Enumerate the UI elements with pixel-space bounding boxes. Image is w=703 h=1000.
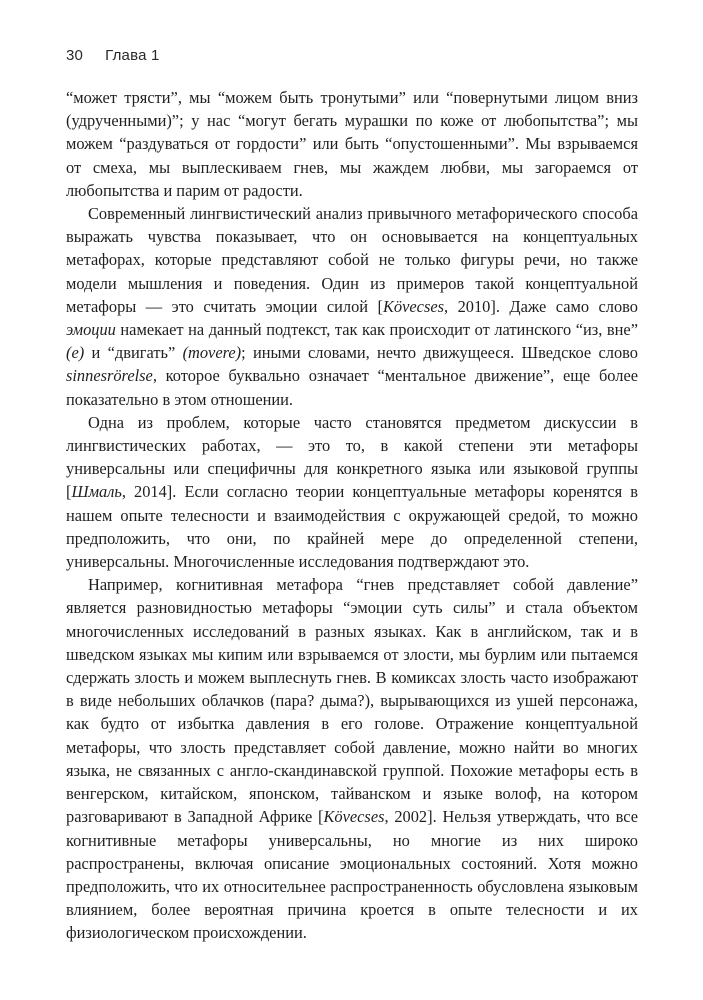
text-run: Современный лингвистический анализ привычного метафорического способа выражать чувства показывает, что он основывается на концептуальных метафорах, которые представляют собой не только фигуры речи, но также модели мышления и поведения. Один из примеров такой концептуальной метафоры — это считать эмоции силой [ [66, 204, 638, 316]
paragraph [66, 202, 638, 411]
italic-text: (e) [66, 343, 85, 363]
italic-text: Шмаль [71, 482, 122, 502]
text-run: намекает на данный подтекст, так как происходит от латинского “из, вне” [115, 320, 638, 340]
body-text [66, 86, 638, 945]
chapter-title: Глава 1 [105, 47, 160, 64]
text-run: и “двигать” [84, 343, 183, 363]
text-run: , 2010]. Даже само слово [444, 296, 638, 316]
italic-text: Kövecses [383, 296, 444, 316]
paragraph [66, 86, 638, 202]
book-page [66, 44, 638, 945]
text-run: ; иными словами, нечто движущееся. Шведское слово [241, 343, 638, 363]
paragraph [66, 411, 638, 573]
text-run: Например, когнитивная метафора “гнев представляет собой давление” является разновидностью метафоры “эмоции суть силы” и стала объектом многочисленных исследований в разных языках. Как в английском, так и в шведском языках мы кипим или взрываемся от злости, мы бурлим или пытаемся сдержать злость и можем выплеснуть гнев. В комиксах злость часто изображают в виде небольших облачков (пара? дыма?), вырывающихся из ушей персонажа, как будто от избытка давления в его голове. Отражение концептуальной метафоры, что злость представляет собой давление, можно найти во многих языка, не связанных с англо-скандинавской группой. Похожие метафоры есть в венгерском, китайском, японском, тайванском и языке волоф, на котором разговаривают в Западной Африке [ [66, 575, 638, 827]
text-run: , 2002]. Нельзя утверждать, что все когнитивные метафоры универсальны, но многие из них широко распространены, включая описание эмоциональных состояний. Хотя можно предположить, что их относительнее распространенность обусловлена языковым влиянием, более вероятная причина кроется в опыте телесности и их физиологическом происхождении. [66, 807, 639, 943]
italic-text: Kövecses [323, 807, 385, 827]
italic-text: (movere) [182, 343, 242, 363]
italic-text: sinnesrörelse [66, 366, 153, 386]
text-run: , 2014]. Если согласно теории концептуальные метафоры коренятся в нашем опыте телесности и взаимодействия с окружающей средой, то можно предположить, что они, по крайней мере до определенной степени, универсальны. Многочисленные исследования подтверждают это. [66, 482, 638, 572]
text-run: Одна из проблем, которые часто становятся предметом дискуссии в лингвистических работах, — это то, в какой степени эти метафоры универсальны или специфичны для конкретного языка или языковой группы [ [66, 412, 638, 502]
italic-text: эмоции [66, 320, 116, 340]
running-header [66, 44, 638, 66]
page-number: 30 [66, 47, 84, 64]
paragraph [66, 573, 638, 944]
text-run: , которое буквально означает “ментальное движение”, еще более показательно в этом отношении. [66, 366, 638, 409]
text-run: “может трясти”, мы “можем быть тронутыми” или “повернутыми лицом вниз (удрученными)”; у нас “могут бегать мурашки по коже от любопытства”; мы можем “раздуваться от гордости” или быть “опустошенными”. Мы взрываемся от смеха, мы выплескиваем гнев, мы жаждем любви, мы загораемся от любопытства и парим от радости. [66, 88, 638, 200]
